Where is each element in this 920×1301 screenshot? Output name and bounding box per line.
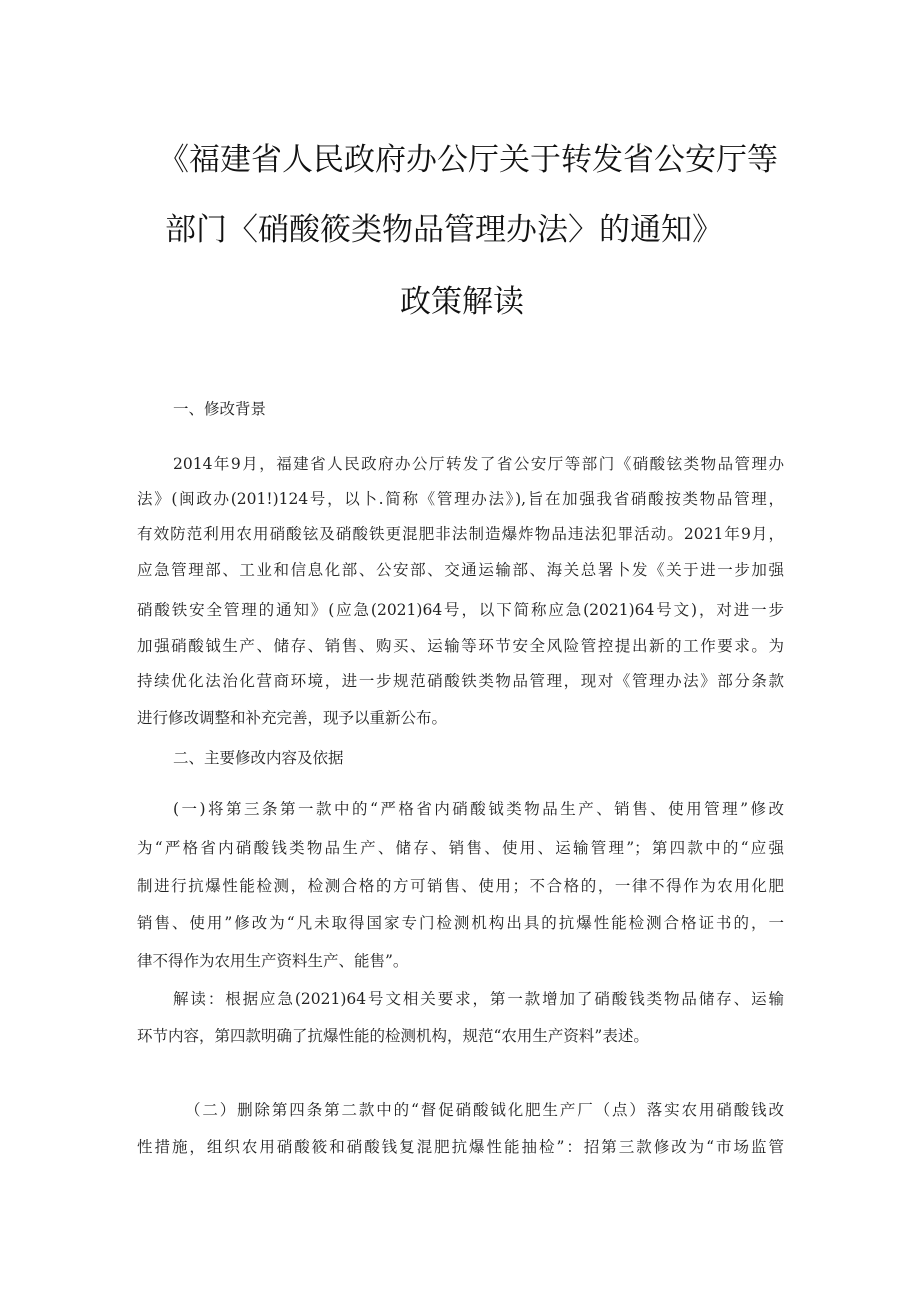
document-title-line-2: 部门〈硝酸筱类物品管理办法〉的通知》 <box>165 212 723 248</box>
paragraph-line: 有效防范利用农用硝酸铉及硝酸铁更混肥非法制造爆炸物品违法犯罪活动。2021年9月， <box>137 525 784 543</box>
section-heading-main-changes: 二、主要修改内容及依据 <box>173 749 344 767</box>
paragraph-line: 法》(闽政办(201!)124号，以卜.简称《管理办法》),旨在加强我省硝酸按类物品管理， <box>137 490 784 508</box>
paragraph-line: 加强硝酸钺生产、储存、销售、购买、运输等环节安全风险管控提出新的工作要求。为 <box>137 637 784 655</box>
paragraph-line: 持续优化法治化营商环境，进一步规范硝酸铁类物品管理，现对《管理办法》部分条款 <box>137 672 784 690</box>
paragraph-line: 销售、使用”修改为“凡未取得国家专门检测机构出具的抗爆性能检测合格证书的，一 <box>137 914 784 932</box>
paragraph-line: (一)将第三条第一款中的“严格省内硝酸钺类物品生产、销售、使用管理”修改 <box>173 800 784 818</box>
paragraph-line: 2014年9月，福建省人民政府办公厅转发了省公安厅等部门《硝酸铉类物品管理办 <box>173 455 784 473</box>
document-title-line-3: 政策解读 <box>400 284 524 320</box>
interpretation-line: 解读：根据应急(2021)64号文相关要求，第一款增加了硝酸钱类物品储存、运输 <box>173 990 784 1008</box>
paragraph-line: 硝酸铁安全管理的通知》(应急(2021)64号，以下简称应急(2021)64号文)，对进一步 <box>137 601 784 619</box>
paragraph-line: 律不得作为农用生产资料生产、能售”。 <box>137 952 409 970</box>
paragraph-line: 性措施，组织农用硝酸筱和硝酸钱复混肥抗爆性能抽检”：招第三款修改为“市场监管 <box>137 1138 784 1156</box>
paragraph-line: 应急管理部、工业和信息化部、公安部、交通运输部、海关总署卜发《关于进一步加强 <box>137 561 784 579</box>
document-title-line-1: 《福建省人民政府办公厅关于转发省公安厅等 <box>158 142 778 178</box>
section-heading-background: 一、修改背景 <box>173 400 267 418</box>
paragraph-line: 为“严格省内硝酸钱类物品生产、储存、销售、使用、运输管理”；第四款中的“应强 <box>137 839 784 857</box>
paragraph-line: 进行修改调整和补充完善，现予以重新公布。 <box>137 709 448 727</box>
paragraph-line: （二）删除第四条第二款中的“督促硝酸钺化肥生产厂（点）落实农用硝酸钱改 <box>185 1101 784 1119</box>
paragraph-line: 制进行抗爆性能检测，检测合格的方可销售、使用；不合格的，一律不得作为农用化肥 <box>137 877 784 895</box>
interpretation-line: 环节内容，第四款明确了抗爆性能的检测机构，规范“农用生产资料”表述。 <box>137 1027 649 1045</box>
